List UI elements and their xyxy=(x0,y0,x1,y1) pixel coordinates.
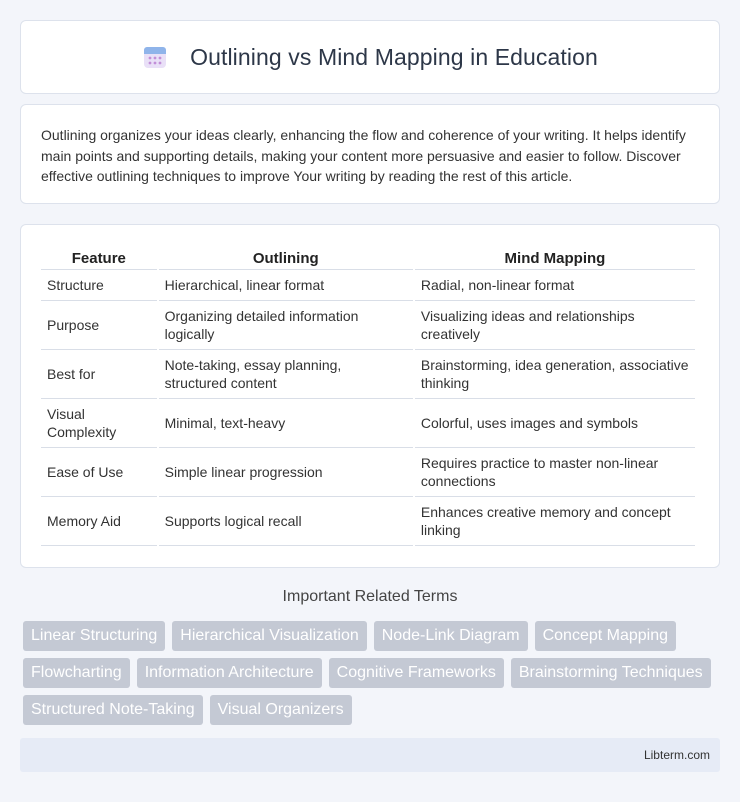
table-row xyxy=(41,497,695,546)
tag-concept-mapping[interactable]: Concept Mapping xyxy=(535,621,676,651)
table-cell: Ease of Use xyxy=(41,448,157,497)
intro-text: Outlining organizes your ideas clearly, enhancing the flow and coherence of your writing. It helps identify main points and supporting details, making your content more persuasive and easier to follow. Discover effective outlining techniques to improve Your writing by reading the rest of this article. xyxy=(41,127,686,184)
table-cell: Memory Aid xyxy=(41,497,157,546)
tag-flowcharting[interactable]: Flowcharting xyxy=(23,658,130,688)
header-mind-mapping: Mind Mapping xyxy=(415,245,695,270)
page-title: Outlining vs Mind Mapping in Education xyxy=(190,43,598,70)
tag-structured-note-taking[interactable]: Structured Note-Taking xyxy=(23,695,203,725)
header-card xyxy=(20,20,720,94)
table-cell: Simple linear progression xyxy=(159,448,413,497)
table-row xyxy=(41,350,695,399)
tag-hierarchical-visualization[interactable]: Hierarchical Visualization xyxy=(172,621,366,651)
header-feature: Feature xyxy=(41,245,157,270)
table-header-row xyxy=(41,245,695,270)
table-cell: Brainstorming, idea generation, associative thinking xyxy=(415,350,695,399)
tag-visual-organizers[interactable]: Visual Organizers xyxy=(210,695,352,725)
table-cell: Visualizing ideas and relationships creatively xyxy=(415,301,695,350)
table-cell: Supports logical recall xyxy=(159,497,413,546)
related-terms-title: Important Related Terms xyxy=(282,588,458,605)
tag-linear-structuring[interactable]: Linear Structuring xyxy=(23,621,165,651)
header-outlining: Outlining xyxy=(159,245,413,270)
table-cell: Colorful, uses images and symbols xyxy=(415,399,695,448)
comparison-table-card xyxy=(20,224,720,568)
intro-card xyxy=(20,104,720,204)
table-row xyxy=(41,301,695,350)
table-cell: Enhances creative memory and concept linking xyxy=(415,497,695,546)
table-cell: Best for xyxy=(41,350,157,399)
related-terms-list xyxy=(23,621,723,732)
table-cell: Purpose xyxy=(41,301,157,350)
comparison-table xyxy=(39,245,697,546)
calendar-icon xyxy=(142,44,168,70)
table-cell: Radial, non-linear format xyxy=(415,270,695,301)
table-cell: Hierarchical, linear format xyxy=(159,270,413,301)
table-cell: Note-taking, essay planning, structured content xyxy=(159,350,413,399)
table-row xyxy=(41,448,695,497)
table-row xyxy=(41,399,695,448)
footer-site-link[interactable]: Libterm.com xyxy=(643,748,710,762)
table-cell: Structure xyxy=(41,270,157,301)
table-cell: Visual Complexity xyxy=(41,399,157,448)
table-cell: Minimal, text-heavy xyxy=(159,399,413,448)
table-row xyxy=(41,270,695,301)
table-cell: Organizing detailed information logically xyxy=(159,301,413,350)
tag-brainstorming-techniques[interactable]: Brainstorming Techniques xyxy=(511,658,711,688)
footer xyxy=(20,738,720,772)
table-cell: Requires practice to master non-linear connections xyxy=(415,448,695,497)
tag-information-architecture[interactable]: Information Architecture xyxy=(137,658,322,688)
tag-cognitive-frameworks[interactable]: Cognitive Frameworks xyxy=(329,658,504,688)
tag-node-link-diagram[interactable]: Node-Link Diagram xyxy=(374,621,528,651)
